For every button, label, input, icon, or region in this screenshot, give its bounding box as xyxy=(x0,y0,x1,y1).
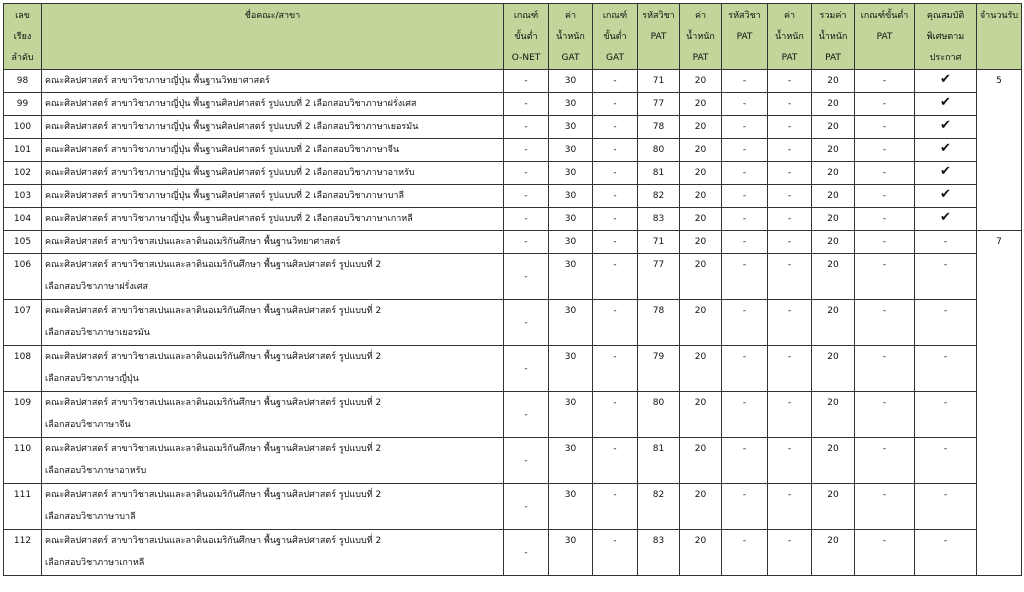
pat-code-2-cell: - xyxy=(722,162,768,185)
program-name-cell xyxy=(42,70,504,93)
program-name-cell xyxy=(42,254,504,300)
table-row xyxy=(4,438,1022,484)
table-header xyxy=(4,4,1022,70)
pat-code-2-cell: - xyxy=(722,392,768,438)
special-cell: - xyxy=(915,300,977,346)
pat-total-cell: 20 xyxy=(812,208,855,231)
table-row xyxy=(4,392,1022,438)
pat-min-cell: - xyxy=(855,346,915,392)
onet-min-cell: - xyxy=(504,185,549,208)
pat-weight-2-cell: - xyxy=(768,116,812,139)
pat-weight-cell: 20 xyxy=(680,70,722,93)
table-row xyxy=(4,93,1022,116)
pat-weight-cell: 20 xyxy=(680,392,722,438)
table-row xyxy=(4,208,1022,231)
table-row xyxy=(4,70,1022,93)
gat-min-cell: - xyxy=(593,70,638,93)
pat-min-cell: - xyxy=(855,185,915,208)
pat-weight-cell: 20 xyxy=(680,185,722,208)
program-name-cell xyxy=(42,139,504,162)
onet-min-cell: - xyxy=(504,484,549,530)
program-name-cell xyxy=(42,162,504,185)
pat-weight-2-cell: - xyxy=(768,208,812,231)
pat-total-cell: 20 xyxy=(812,254,855,300)
header-pat-weight-2: ค่า น้ำหนัก PAT xyxy=(768,4,812,70)
pat-code-2-cell: - xyxy=(722,530,768,576)
pat-code-2-cell: - xyxy=(722,139,768,162)
header-name: ชื่อคณะ/สาขา xyxy=(42,4,504,70)
checkmark-icon: ✔ xyxy=(915,185,977,208)
program-name-line: คณะศิลปศาสตร์ สาขาวิชาสเปนและลาตินอเมริกันศึกษา พื้นฐานศิลปศาสตร์ รูปแบบที่ 2 xyxy=(45,260,382,270)
pat-total-cell: 20 xyxy=(812,346,855,392)
pat-total-cell: 20 xyxy=(812,162,855,185)
onet-min-cell: - xyxy=(504,346,549,392)
program-name-line: คณะศิลปศาสตร์ สาขาวิชาภาษาญี่ปุ่น พื้นฐานศิลปศาสตร์ รูปแบบที่ 2 เลือกสอบวิชาภาษาจีน xyxy=(45,145,400,155)
gat-min-cell: - xyxy=(593,139,638,162)
pat-code-2-cell: - xyxy=(722,208,768,231)
checkmark-icon: ✔ xyxy=(915,116,977,139)
table-row xyxy=(4,139,1022,162)
program-name-line: คณะศิลปศาสตร์ สาขาวิชาสเปนและลาตินอเมริกันศึกษา พื้นฐานศิลปศาสตร์ รูปแบบที่ 2 xyxy=(45,536,382,546)
pat-code-cell: 83 xyxy=(638,530,680,576)
table-row xyxy=(4,162,1022,185)
program-name-cell xyxy=(42,185,504,208)
table-row xyxy=(4,185,1022,208)
gat-min-cell: - xyxy=(593,346,638,392)
gat-min-cell: - xyxy=(593,208,638,231)
onet-min-cell: - xyxy=(504,392,549,438)
header-pat-code-2: รหัสวิชา PAT xyxy=(722,4,768,70)
pat-code-2-cell: - xyxy=(722,300,768,346)
gat-weight-cell: 30 xyxy=(549,139,593,162)
header-pat-weight-1: ค่า น้ำหนัก PAT xyxy=(680,4,722,70)
onet-min-cell: - xyxy=(504,530,549,576)
checkmark-icon: ✔ xyxy=(915,208,977,231)
program-name-line: คณะศิลปศาสตร์ สาขาวิชาภาษาญี่ปุ่น พื้นฐานวิทยาศาสตร์ xyxy=(45,76,270,86)
program-name-cell xyxy=(42,116,504,139)
program-name-line: คณะศิลปศาสตร์ สาขาวิชาภาษาญี่ปุ่น พื้นฐานศิลปศาสตร์ รูปแบบที่ 2 เลือกสอบวิชาภาษาเกาหลี xyxy=(45,214,413,224)
gat-min-cell: - xyxy=(593,254,638,300)
program-name-line: คณะศิลปศาสตร์ สาขาวิชาสเปนและลาตินอเมริกันศึกษา พื้นฐานวิทยาศาสตร์ xyxy=(45,237,341,247)
pat-weight-cell: 20 xyxy=(680,116,722,139)
special-cell: - xyxy=(915,484,977,530)
table-row xyxy=(4,530,1022,576)
pat-weight-cell: 20 xyxy=(680,162,722,185)
pat-total-cell: 20 xyxy=(812,93,855,116)
pat-min-cell: - xyxy=(855,231,915,254)
table-body xyxy=(4,70,1022,576)
program-name-cell xyxy=(42,392,504,438)
program-name-line: คณะศิลปศาสตร์ สาขาวิชาสเปนและลาตินอเมริกันศึกษา พื้นฐานศิลปศาสตร์ รูปแบบที่ 2 xyxy=(45,398,382,408)
admission-table-container xyxy=(3,3,1022,576)
program-name-line: คณะศิลปศาสตร์ สาขาวิชาภาษาญี่ปุ่น พื้นฐานศิลปศาสตร์ รูปแบบที่ 2 เลือกสอบวิชาภาษาบาลี xyxy=(45,191,404,201)
pat-weight-cell: 20 xyxy=(680,139,722,162)
header-seq: เลข เรียง ลำดับ xyxy=(4,4,42,70)
pat-code-2-cell: - xyxy=(722,346,768,392)
pat-code-2-cell: - xyxy=(722,254,768,300)
table-row xyxy=(4,231,1022,254)
gat-min-cell: - xyxy=(593,484,638,530)
pat-weight-2-cell: - xyxy=(768,530,812,576)
pat-code-cell: 71 xyxy=(638,231,680,254)
pat-weight-2-cell: - xyxy=(768,484,812,530)
header-quota: จำนวนรับ xyxy=(977,4,1022,70)
onet-min-cell: - xyxy=(504,70,549,93)
pat-total-cell: 20 xyxy=(812,438,855,484)
onet-min-cell: - xyxy=(504,162,549,185)
gat-weight-cell: 30 xyxy=(549,185,593,208)
special-cell: - xyxy=(915,231,977,254)
pat-min-cell: - xyxy=(855,162,915,185)
pat-weight-cell: 20 xyxy=(680,254,722,300)
program-name-line: คณะศิลปศาสตร์ สาขาวิชาภาษาญี่ปุ่น พื้นฐานศิลปศาสตร์ รูปแบบที่ 2 เลือกสอบวิชาภาษาฝรั่งเศส xyxy=(45,99,417,109)
table-row xyxy=(4,346,1022,392)
pat-min-cell: - xyxy=(855,208,915,231)
gat-min-cell: - xyxy=(593,530,638,576)
pat-min-cell: - xyxy=(855,530,915,576)
pat-total-cell: 20 xyxy=(812,300,855,346)
pat-total-cell: 20 xyxy=(812,70,855,93)
pat-weight-2-cell: - xyxy=(768,254,812,300)
pat-min-cell: - xyxy=(855,139,915,162)
table-row xyxy=(4,254,1022,300)
seq-cell: 104 xyxy=(4,208,42,231)
gat-weight-cell: 30 xyxy=(549,530,593,576)
pat-total-cell: 20 xyxy=(812,139,855,162)
program-name-cell xyxy=(42,484,504,530)
pat-code-cell: 79 xyxy=(638,346,680,392)
pat-weight-2-cell: - xyxy=(768,300,812,346)
pat-weight-2-cell: - xyxy=(768,93,812,116)
seq-cell: 105 xyxy=(4,231,42,254)
pat-code-cell: 82 xyxy=(638,185,680,208)
program-name-line: คณะศิลปศาสตร์ สาขาวิชาภาษาญี่ปุ่น พื้นฐานศิลปศาสตร์ รูปแบบที่ 2 เลือกสอบวิชาภาษาเยอรมัน xyxy=(45,122,419,132)
onet-min-cell: - xyxy=(504,300,549,346)
seq-cell: 99 xyxy=(4,93,42,116)
program-name-cell xyxy=(42,231,504,254)
table-row xyxy=(4,484,1022,530)
pat-code-2-cell: - xyxy=(722,231,768,254)
pat-code-cell: 77 xyxy=(638,93,680,116)
checkmark-icon: ✔ xyxy=(915,93,977,116)
pat-code-2-cell: - xyxy=(722,70,768,93)
pat-total-cell: 20 xyxy=(812,392,855,438)
special-cell: - xyxy=(915,530,977,576)
program-name-line: เลือกสอบวิชาภาษาเกาหลี xyxy=(45,558,145,568)
onet-min-cell: - xyxy=(504,208,549,231)
pat-code-2-cell: - xyxy=(722,116,768,139)
seq-cell: 98 xyxy=(4,70,42,93)
pat-weight-cell: 20 xyxy=(680,438,722,484)
program-name-cell xyxy=(42,208,504,231)
gat-weight-cell: 30 xyxy=(549,116,593,139)
gat-min-cell: - xyxy=(593,185,638,208)
gat-min-cell: - xyxy=(593,300,638,346)
pat-total-cell: 20 xyxy=(812,484,855,530)
pat-min-cell: - xyxy=(855,254,915,300)
special-cell: - xyxy=(915,346,977,392)
pat-weight-2-cell: - xyxy=(768,139,812,162)
pat-weight-2-cell: - xyxy=(768,231,812,254)
pat-total-cell: 20 xyxy=(812,231,855,254)
pat-weight-2-cell: - xyxy=(768,438,812,484)
program-name-line: คณะศิลปศาสตร์ สาขาวิชาสเปนและลาตินอเมริกันศึกษา พื้นฐานศิลปศาสตร์ รูปแบบที่ 2 xyxy=(45,306,382,316)
pat-weight-cell: 20 xyxy=(680,530,722,576)
program-name-cell xyxy=(42,530,504,576)
pat-min-cell: - xyxy=(855,392,915,438)
pat-code-cell: 80 xyxy=(638,392,680,438)
program-name-line: เลือกสอบวิชาภาษาบาลี xyxy=(45,512,136,522)
gat-weight-cell: 30 xyxy=(549,208,593,231)
seq-cell: 106 xyxy=(4,254,42,300)
header-onet-min: เกณฑ์ ขั้นต่ำ O-NET xyxy=(504,4,549,70)
program-name-cell xyxy=(42,300,504,346)
program-name-line: เลือกสอบวิชาภาษาญี่ปุ่น xyxy=(45,374,139,384)
pat-code-cell: 81 xyxy=(638,162,680,185)
gat-weight-cell: 30 xyxy=(549,162,593,185)
checkmark-icon: ✔ xyxy=(915,139,977,162)
seq-cell: 112 xyxy=(4,530,42,576)
pat-code-2-cell: - xyxy=(722,185,768,208)
onet-min-cell: - xyxy=(504,231,549,254)
seq-cell: 110 xyxy=(4,438,42,484)
table-row xyxy=(4,116,1022,139)
pat-min-cell: - xyxy=(855,438,915,484)
quota-cell: 5 xyxy=(977,70,1022,231)
onet-min-cell: - xyxy=(504,438,549,484)
gat-min-cell: - xyxy=(593,392,638,438)
pat-weight-cell: 20 xyxy=(680,208,722,231)
seq-cell: 103 xyxy=(4,185,42,208)
pat-code-cell: 80 xyxy=(638,139,680,162)
header-special: คุณสมบัติ พิเศษตาม ประกาศ xyxy=(915,4,977,70)
pat-code-2-cell: - xyxy=(722,484,768,530)
seq-cell: 102 xyxy=(4,162,42,185)
gat-min-cell: - xyxy=(593,162,638,185)
pat-weight-cell: 20 xyxy=(680,346,722,392)
program-name-cell xyxy=(42,93,504,116)
program-name-cell xyxy=(42,346,504,392)
header-pat-code-1: รหัสวิชา PAT xyxy=(638,4,680,70)
seq-cell: 109 xyxy=(4,392,42,438)
seq-cell: 111 xyxy=(4,484,42,530)
admission-criteria-table xyxy=(3,3,1022,576)
pat-weight-cell: 20 xyxy=(680,93,722,116)
pat-min-cell: - xyxy=(855,300,915,346)
pat-weight-2-cell: - xyxy=(768,346,812,392)
pat-total-cell: 20 xyxy=(812,530,855,576)
gat-weight-cell: 30 xyxy=(549,231,593,254)
pat-code-cell: 78 xyxy=(638,116,680,139)
program-name-line: คณะศิลปศาสตร์ สาขาวิชาสเปนและลาตินอเมริกันศึกษา พื้นฐานศิลปศาสตร์ รูปแบบที่ 2 xyxy=(45,444,382,454)
pat-code-2-cell: - xyxy=(722,438,768,484)
program-name-line: เลือกสอบวิชาภาษาจีน xyxy=(45,420,131,430)
gat-weight-cell: 30 xyxy=(549,300,593,346)
pat-code-cell: 78 xyxy=(638,300,680,346)
seq-cell: 108 xyxy=(4,346,42,392)
pat-weight-2-cell: - xyxy=(768,70,812,93)
seq-cell: 107 xyxy=(4,300,42,346)
pat-weight-2-cell: - xyxy=(768,392,812,438)
onet-min-cell: - xyxy=(504,93,549,116)
checkmark-icon: ✔ xyxy=(915,70,977,93)
onet-min-cell: - xyxy=(504,116,549,139)
gat-min-cell: - xyxy=(593,438,638,484)
program-name-line: เลือกสอบวิชาภาษาอาหรับ xyxy=(45,466,147,476)
pat-weight-2-cell: - xyxy=(768,185,812,208)
pat-code-cell: 71 xyxy=(638,70,680,93)
gat-min-cell: - xyxy=(593,231,638,254)
program-name-cell xyxy=(42,438,504,484)
pat-code-cell: 77 xyxy=(638,254,680,300)
gat-weight-cell: 30 xyxy=(549,70,593,93)
checkmark-icon: ✔ xyxy=(915,162,977,185)
pat-min-cell: - xyxy=(855,93,915,116)
pat-weight-cell: 20 xyxy=(680,300,722,346)
gat-weight-cell: 30 xyxy=(549,254,593,300)
header-gat-min: เกณฑ์ ขั้นต่ำ GAT xyxy=(593,4,638,70)
header-pat-total: รวมค่า น้ำหนัก PAT xyxy=(812,4,855,70)
pat-code-cell: 83 xyxy=(638,208,680,231)
program-name-line: เลือกสอบวิชาภาษาฝรั่งเศส xyxy=(45,282,149,292)
special-cell: - xyxy=(915,254,977,300)
header-gat-weight: ค่า น้ำหนัก GAT xyxy=(549,4,593,70)
seq-cell: 101 xyxy=(4,139,42,162)
table-row xyxy=(4,300,1022,346)
pat-min-cell: - xyxy=(855,116,915,139)
pat-min-cell: - xyxy=(855,484,915,530)
gat-weight-cell: 30 xyxy=(549,484,593,530)
onet-min-cell: - xyxy=(504,254,549,300)
special-cell: - xyxy=(915,392,977,438)
pat-weight-cell: 20 xyxy=(680,231,722,254)
pat-total-cell: 20 xyxy=(812,185,855,208)
pat-min-cell: - xyxy=(855,70,915,93)
seq-cell: 100 xyxy=(4,116,42,139)
gat-weight-cell: 30 xyxy=(549,346,593,392)
program-name-line: เลือกสอบวิชาภาษาเยอรมัน xyxy=(45,328,150,338)
gat-weight-cell: 30 xyxy=(549,93,593,116)
gat-weight-cell: 30 xyxy=(549,438,593,484)
pat-weight-2-cell: - xyxy=(768,162,812,185)
quota-cell: 7 xyxy=(977,231,1022,576)
pat-code-2-cell: - xyxy=(722,93,768,116)
program-name-line: คณะศิลปศาสตร์ สาขาวิชาภาษาญี่ปุ่น พื้นฐานศิลปศาสตร์ รูปแบบที่ 2 เลือกสอบวิชาภาษาอาหรับ xyxy=(45,168,415,178)
pat-weight-cell: 20 xyxy=(680,484,722,530)
program-name-line: คณะศิลปศาสตร์ สาขาวิชาสเปนและลาตินอเมริกันศึกษา พื้นฐานศิลปศาสตร์ รูปแบบที่ 2 xyxy=(45,352,382,362)
gat-weight-cell: 30 xyxy=(549,392,593,438)
gat-min-cell: - xyxy=(593,93,638,116)
onet-min-cell: - xyxy=(504,139,549,162)
pat-code-cell: 81 xyxy=(638,438,680,484)
pat-total-cell: 20 xyxy=(812,116,855,139)
program-name-line: คณะศิลปศาสตร์ สาขาวิชาสเปนและลาตินอเมริกันศึกษา พื้นฐานศิลปศาสตร์ รูปแบบที่ 2 xyxy=(45,490,382,500)
pat-code-cell: 82 xyxy=(638,484,680,530)
header-pat-min: เกณฑ์ขั้นต่ำ PAT xyxy=(855,4,915,70)
special-cell: - xyxy=(915,438,977,484)
gat-min-cell: - xyxy=(593,116,638,139)
